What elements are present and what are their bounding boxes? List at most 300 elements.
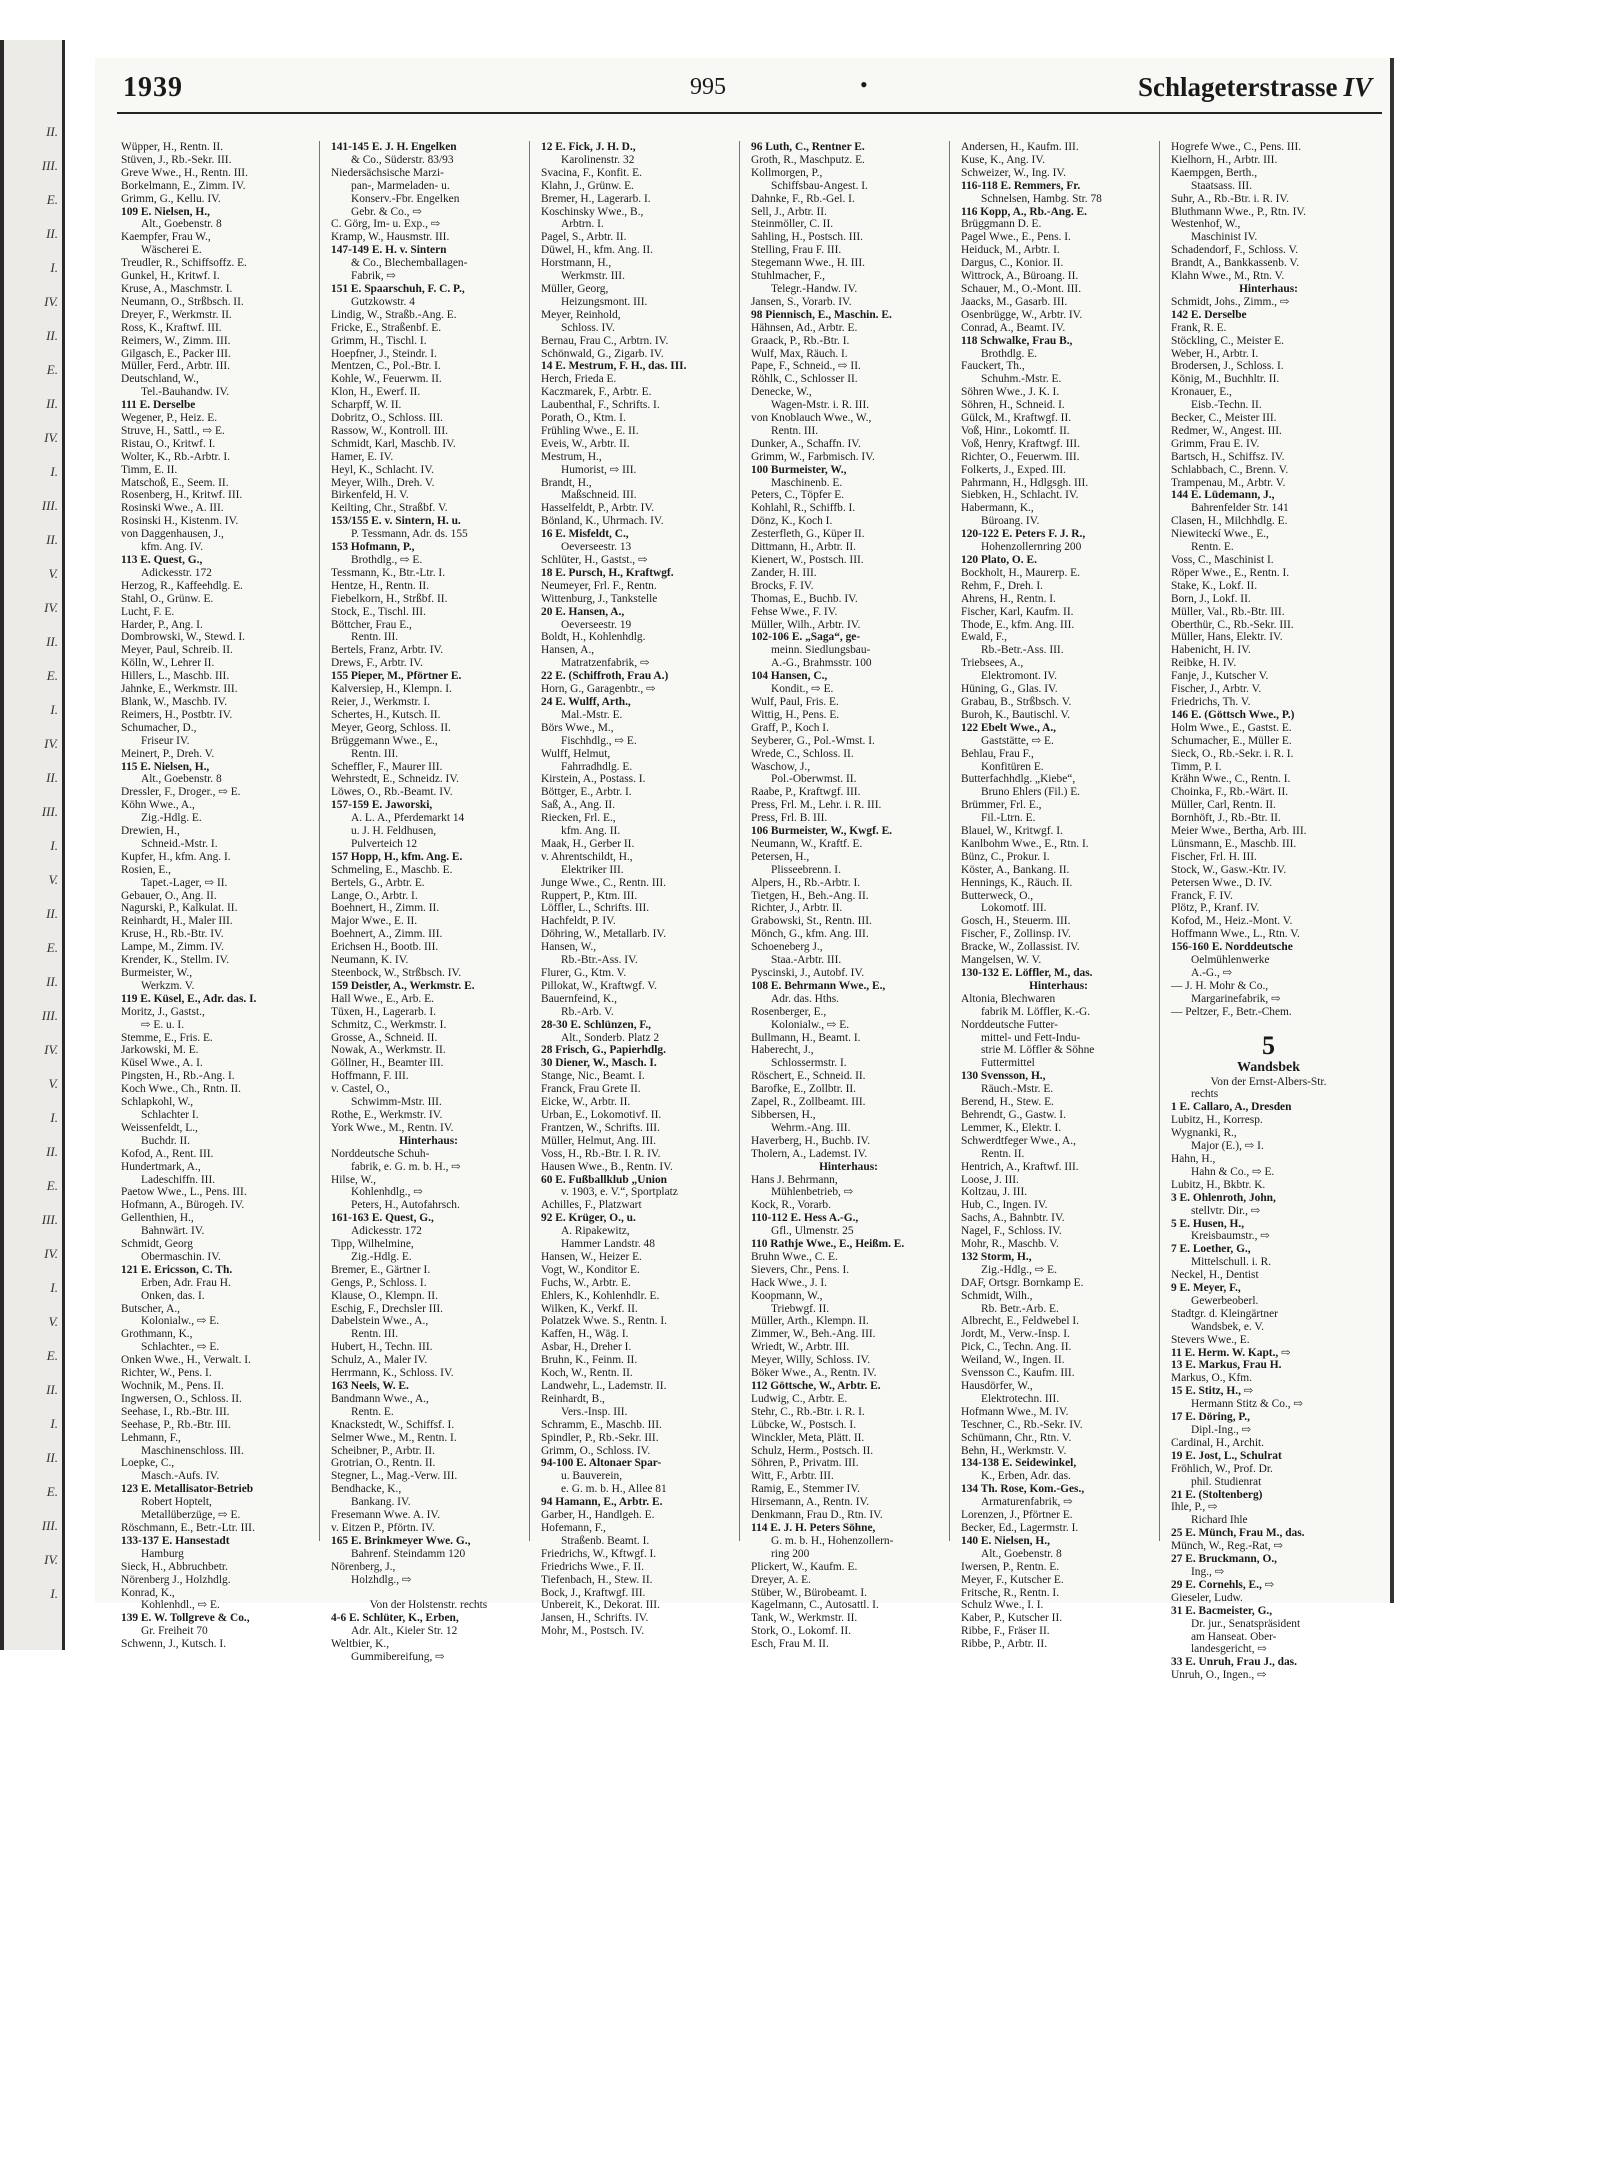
directory-entry: Behrendt, G., Gastw. I.: [961, 1108, 1066, 1121]
directory-entry: Zimmer, W., Beh.-Ang. III.: [751, 1328, 876, 1341]
directory-entry: Stüven, J., Rb.-Sekr. III.: [121, 153, 232, 166]
directory-entry: Weber, H., Arbtr. I.: [1171, 347, 1259, 360]
directory-entry: Rentn. III.: [351, 1328, 399, 1341]
directory-entry: Voss, H., Rb.-Btr. I. R. IV.: [541, 1147, 661, 1160]
directory-entry: 109 E. Nielsen, H.,: [121, 205, 210, 218]
directory-entry: 22 E. (Schiffroth, Frau A.): [541, 670, 669, 683]
directory-entry: Pagel, S., Arbtr. II.: [541, 231, 627, 244]
directory-entry: Thomas, E., Buchb. IV.: [751, 592, 858, 605]
directory-entry: 120-122 E. Peters F. J. R.,: [961, 528, 1086, 541]
directory-entry: Löwes, O., Rb.-Beamt. IV.: [331, 786, 453, 799]
directory-entry: Kalversiep, H., Klempn. I.: [331, 683, 452, 696]
directory-entry: Garber, H., Handlgeh. E.: [541, 1509, 655, 1522]
district-number: IV: [1343, 72, 1372, 102]
directory-entry: 113 E. Quest, G.,: [121, 554, 203, 566]
directory-entry: A.-G., Brahmsstr. 100: [771, 657, 872, 670]
directory-entry: Zig.-Hdlg., ⇨ E.: [981, 1263, 1057, 1276]
directory-entry: Grabau, B., Strßbsch. V.: [961, 695, 1072, 708]
directory-entry: Holzhdlg., ⇨: [351, 1573, 412, 1586]
fragment-text: IV.: [44, 430, 58, 445]
directory-entry: Hofmann Wwe., M. IV.: [961, 1405, 1069, 1418]
directory-entry: Lucht, F. E.: [121, 605, 175, 618]
directory-entry: Müller, Wilh., Arbtr. IV.: [751, 618, 861, 631]
fragment-text: II.: [46, 1450, 58, 1465]
directory-entry: Fritsche, R., Rentn. I.: [961, 1586, 1060, 1599]
directory-entry: 31 E. Bacmeister, G.,: [1171, 1604, 1273, 1617]
directory-entry: Müller, Hans, Elektr. IV.: [1171, 631, 1283, 644]
directory-entry: Raabe, P., Kraftwgf. III.: [751, 786, 861, 799]
directory-entry: Onken, das. I.: [141, 1289, 205, 1302]
directory-entry: 28-30 E. Schlünzen, F.,: [541, 1018, 652, 1031]
directory-entry: Hubert, H., Techn. III.: [331, 1341, 433, 1354]
fragment-text: E.: [46, 940, 58, 955]
directory-entry: Lorenzen, J., Pförtner E.: [961, 1509, 1073, 1522]
directory-entry: Richter, W., Pens. I.: [121, 1367, 212, 1380]
directory-entry: 146 E. (Göttsch Wwe., P.): [1171, 708, 1295, 721]
directory-entry: Hahn, H.,: [1171, 1152, 1216, 1165]
directory-entry: G. m. b. H., Hohenzollern-: [771, 1534, 894, 1547]
directory-entry: Lokomotf. III.: [981, 902, 1047, 915]
directory-entry: Meyer, Paul, Schreib. II.: [121, 644, 233, 657]
fragment-text: III.: [41, 498, 58, 513]
directory-entry: 120 Plato, O. E.: [961, 554, 1037, 566]
fragment-text: II.: [46, 974, 58, 989]
directory-entry: Neumann, W., Kraftf. E.: [751, 837, 863, 850]
directory-entry: Neumeyer, Frl. F., Rentn.: [541, 579, 657, 592]
directory-entry: Rosenberger, E.,: [751, 1005, 827, 1018]
directory-entry: Schlachter., ⇨ E.: [141, 1341, 220, 1354]
directory-entry: Lemmer, K., Elektr. I.: [961, 1121, 1062, 1134]
directory-entry: Richard Ihle: [1191, 1514, 1248, 1527]
directory-entry: Klause, O., Klempn. II.: [331, 1289, 438, 1302]
directory-entry: Schwerdtfeger Wwe., A.,: [961, 1134, 1076, 1147]
directory-entry: 94 Hamann, E., Arbtr. E.: [541, 1496, 663, 1509]
directory-entry: Kreisbaumstr., ⇨: [1191, 1230, 1270, 1243]
directory-entry: Köster, A., Bankang. II.: [961, 863, 1070, 876]
directory-entry: Blank, W., Maschb. IV.: [121, 695, 228, 708]
fragment-text: E.: [46, 1348, 58, 1363]
directory-entry: Kohlahl, R., Schiffb. I.: [751, 502, 856, 515]
directory-entry: 9 E. Meyer, F.,: [1171, 1282, 1241, 1295]
directory-entry: Tiefenbach, H., Stew. II.: [541, 1573, 653, 1586]
directory-entry: Küsel Wwe., A. I.: [121, 1057, 203, 1070]
directory-entry: Folkerts, J., Exped. III.: [961, 463, 1067, 476]
directory-entry: Rosinski H., Kistenm. IV.: [121, 515, 239, 528]
directory-entry: Mühlenbetrieb, ⇨: [771, 1186, 854, 1199]
directory-entry: Jansen, S., Vorarb. IV.: [751, 295, 852, 308]
directory-entry: Hillers, L., Maschb. III.: [121, 670, 230, 683]
directory-entry: & Co., Blechemballagen-: [351, 257, 468, 270]
directory-entry: Stahl, O., Grünw. E.: [121, 592, 214, 605]
directory-entry: Kaempfer, Frau W.,: [121, 231, 211, 244]
directory-entry: Moritz, J., Gastst.,: [121, 1005, 205, 1018]
directory-column-2: [327, 141, 530, 1664]
directory-entry: Müller, Georg,: [541, 282, 609, 295]
directory-entry: Fischer, Frl. H. III.: [1171, 850, 1257, 863]
directory-entry: Hansen, A.,: [541, 644, 595, 657]
directory-entry: 13 E. Markus, Frau H.: [1171, 1359, 1282, 1372]
directory-entry: v. Ahrentschildt, H.,: [541, 850, 633, 863]
directory-entry: Dahnke, F., Rb.-Gel. I.: [751, 192, 855, 205]
directory-entry: 114 E. J. H. Peters Söhne,: [751, 1521, 876, 1534]
fragment-text: I.: [50, 1416, 58, 1431]
directory-entry: Böttger, E., Arbtr. I.: [541, 786, 632, 799]
fragment-text: II.: [46, 1144, 58, 1159]
directory-entry: Hogrefe Wwe., C., Pens. III.: [1171, 141, 1302, 153]
directory-column-4: [747, 141, 950, 1651]
directory-entry: Maschinenschloss. III.: [141, 1444, 244, 1457]
directory-entry: Adickesstr. 172: [141, 566, 212, 579]
directory-entry: 19 E. Jost, L., Schulrat: [1171, 1449, 1282, 1462]
fragment-text: I.: [50, 464, 58, 479]
directory-entry: Dittmann, H., Arbtr. II.: [751, 541, 857, 554]
directory-entry: Neumann, K. IV.: [331, 954, 409, 967]
directory-entry: Herzog, R., Kaffeehdlg. E.: [121, 579, 243, 592]
directory-entry: Kruse, H., Rb.-Btr. IV.: [121, 928, 224, 941]
directory-entry: Schertes, H., Kutsch. II.: [331, 708, 441, 721]
directory-entry: Mittelschull. i. R.: [1191, 1256, 1272, 1269]
directory-entry: Laubenthal, F., Schrifts. I.: [541, 399, 660, 412]
directory-entry: 4-6 E. Schlüter, K., Erben,: [331, 1612, 459, 1625]
fragment-text: II.: [46, 906, 58, 921]
directory-entry: Bauernfeind, K.,: [541, 992, 617, 1005]
directory-entry: 153 Hofmann, P.,: [331, 541, 415, 554]
directory-entry: Zesterfleth, G., Küper II.: [751, 528, 865, 541]
directory-entry: Wegener, P., Heiz. E.: [121, 412, 218, 425]
directory-entry: Voß, Henry, Kraftwgf. III.: [961, 437, 1080, 450]
directory-entry: Sieck, H., Abbruchbetr.: [121, 1560, 228, 1573]
directory-entry: 112 Göttsche, W., Arbtr. E.: [751, 1380, 881, 1392]
directory-entry: Hähnsen, Ad., Arbtr. E.: [751, 321, 858, 334]
directory-entry: Triebsees, A.,: [961, 657, 1024, 670]
directory-entry: Brümmer, Frl. E.,: [961, 799, 1042, 812]
directory-entry: Bremer, H., Lagerarb. I.: [541, 192, 651, 205]
fragment-text: E.: [46, 192, 58, 207]
directory-entry: Rosien, E.,: [121, 863, 171, 876]
directory-entry: Tüxen, H., Lagerarb. I.: [331, 1005, 437, 1018]
fragment-text: V.: [48, 1076, 58, 1091]
directory-entry: Rentn. III.: [771, 424, 819, 437]
directory-entry: Brüggmann D. E.: [961, 218, 1042, 231]
directory-entry: Hammer Landstr. 48: [561, 1238, 655, 1251]
directory-entry: Sell, J., Arbtr. II.: [751, 205, 827, 218]
directory-entry: Schnelsen, Hambg. Str. 78: [981, 192, 1102, 205]
directory-entry: Alt., Goebenstr. 8: [981, 1547, 1062, 1560]
directory-entry: Schulz, A., Maler IV.: [331, 1354, 428, 1367]
directory-entry: Hofemann, F.,: [541, 1521, 606, 1534]
directory-entry: Alpers, H., Rb.-Arbtr. I.: [751, 876, 861, 889]
directory-entry: Müller, Helmut, Ang. III.: [541, 1134, 657, 1147]
fragment-text: E.: [46, 362, 58, 377]
directory-entry: Hohenzollernring 200: [981, 541, 1082, 554]
directory-entry: Selmer Wwe., M., Rentn. I.: [331, 1431, 457, 1444]
directory-entry: Meinert, P., Dreh. V.: [121, 747, 215, 760]
directory-entry: Margarinefabrik, ⇨: [1191, 992, 1281, 1005]
directory-entry: 141-145 E. J. H. Engelken: [331, 141, 457, 153]
directory-entry: Kielhorn, H., Arbtr. III.: [1171, 153, 1278, 166]
directory-entry: Hamer, E. IV.: [331, 450, 394, 463]
directory-entry: Fischhdlg., ⇨ E.: [561, 734, 637, 747]
directory-entry: Boehnert, A., Zimm. III.: [331, 928, 443, 941]
directory-entry: Mangelsen, W. V.: [961, 954, 1042, 967]
directory-entry: Schlüter, H., Gastst., ⇨: [541, 554, 648, 566]
directory-entry: Schönwald, G., Zigarb. IV.: [541, 347, 664, 360]
directory-entry: Kaempgen, Berth.,: [1171, 166, 1258, 179]
directory-entry: Hamburg: [141, 1547, 184, 1560]
directory-entry: Dabelstein Wwe., A.,: [331, 1315, 429, 1328]
directory-entry: Jaacks, M., Gasarb. III.: [961, 295, 1068, 308]
directory-entry: 96 Luth, C., Rentner E.: [751, 141, 865, 153]
directory-entry: Kaczmarek, F., Arbtr. E.: [541, 386, 652, 399]
directory-entry: Voß, Hinr., Lokomtf. II.: [961, 424, 1070, 437]
directory-entry: Plisseebrenn. I.: [771, 863, 841, 876]
directory-entry: Kohlenhdl., ⇨ E.: [141, 1599, 220, 1612]
directory-entry: Von der Ernst-Albers-Str.: [1210, 1075, 1327, 1088]
header-page-number: 995: [690, 74, 726, 100]
directory-entry: Jarkowski, M. E.: [121, 1044, 199, 1057]
directory-entry: Choinka, F., Rb.-Wärt. II.: [1171, 786, 1289, 799]
directory-entry: Unbereit, K., Dekorat. III.: [541, 1599, 660, 1612]
directory-entry: Niedersächsische Marzi-: [331, 166, 444, 179]
directory-entry: Brandt, H.,: [541, 476, 592, 489]
directory-entry: Grimm, G., Kellu. IV.: [121, 192, 221, 205]
fragment-text: III.: [41, 1008, 58, 1023]
directory-entry: Kolonialw., ⇨ E.: [141, 1315, 220, 1328]
directory-entry: Bahnwärt. IV.: [141, 1225, 205, 1238]
directory-entry: 111 E. Derselbe: [121, 399, 196, 412]
directory-entry: Schlachter I.: [141, 1108, 199, 1121]
directory-entry: Maßschneid. III.: [561, 489, 637, 502]
directory-entry: Stadtgr. d. Kleingärtner: [1171, 1307, 1278, 1320]
directory-entry: Hoffmann, F. III.: [331, 1070, 409, 1083]
directory-entry: 132 Storm, H.,: [961, 1250, 1032, 1263]
directory-entry: Hermann Stitz & Co., ⇨: [1191, 1398, 1304, 1411]
directory-entry: Reimers, H., Postbtr. IV.: [121, 708, 233, 721]
directory-entry: Scheffler, F., Maurer III.: [331, 760, 443, 773]
directory-entry: Pulverteich 12: [351, 837, 418, 850]
directory-entry: kfm. Ang. II.: [561, 825, 621, 838]
directory-page: [95, 58, 1394, 1682]
directory-entry: Lubitz, H., Korresp.: [1171, 1114, 1263, 1127]
directory-entry: Schmidt, Wilh.,: [961, 1289, 1033, 1302]
directory-entry: Meyer, F., Kutscher E.: [961, 1573, 1064, 1586]
directory-entry: Kupfer, H., kfm. Ang. I.: [121, 850, 231, 863]
directory-entry: Brüggemann Wwe., E.,: [331, 734, 438, 747]
directory-entry: Brandt, A., Bankkassenb. V.: [1171, 257, 1300, 270]
directory-entry: Wilken, K., Verkf. II.: [541, 1302, 638, 1315]
directory-entry: Brothdlg., ⇨ E.: [351, 554, 423, 566]
directory-entry: Tank, W., Werkmstr. II.: [751, 1612, 858, 1625]
directory-entry: Kuse, K., Ang. IV.: [961, 153, 1045, 166]
directory-entry: Tessmann, K., Btr.-Ltr. I.: [331, 566, 446, 579]
directory-entry: Nörenberg J., Holzhdlg.: [121, 1573, 231, 1586]
directory-entry: Bünz, C., Prokur. I.: [961, 850, 1050, 863]
directory-entry: Obermaschin. IV.: [141, 1250, 221, 1263]
directory-entry: Pick, C., Techn. Ang. II.: [961, 1341, 1072, 1354]
directory-entry: Räuch.-Mstr. E.: [981, 1083, 1054, 1096]
directory-entry: 14 E. Mestrum, F. H., das. III.: [541, 360, 687, 373]
directory-entry: Fahrradhdlg. E.: [561, 760, 633, 773]
directory-entry: Dunker, A., Schaffn. IV.: [751, 437, 861, 450]
directory-entry: 7 E. Loether, G.,: [1171, 1243, 1251, 1256]
directory-entry: [1167, 1019, 1370, 1032]
directory-entry: Schlabbach, C., Brenn. V.: [1171, 463, 1289, 476]
fragment-text: II.: [46, 328, 58, 343]
directory-entry: Fuchs, W., Arbtr. E.: [541, 1276, 631, 1289]
directory-entry: Tholern, A., Lademst. IV.: [751, 1147, 868, 1160]
directory-entry: Masch.-Aufs. IV.: [141, 1470, 220, 1483]
directory-entry: Barofke, E., Zollbtr. II.: [751, 1083, 857, 1096]
directory-entry: Struve, H., Sattl., ⇨ E.: [121, 424, 225, 437]
directory-entry: Pillokat, W., Kraftwgf. V.: [541, 979, 658, 992]
directory-entry: Landwehr, L., Lademstr. II.: [541, 1380, 667, 1392]
directory-entry: Stuhlmacher, F.,: [751, 270, 825, 283]
directory-entry: Ing., ⇨: [1191, 1565, 1225, 1578]
directory-entry: Schulz, Herm., Postsch. II.: [751, 1444, 874, 1457]
directory-entry: 159 Deistler, A., Werkmstr. E.: [331, 979, 475, 992]
directory-entry: — J. H. Mohr & Co.,: [1171, 979, 1269, 992]
directory-entry: 123 E. Metallisator-Betrieb: [121, 1483, 254, 1496]
directory-entry: Westenhof, W.,: [1171, 218, 1241, 231]
directory-entry: 157 Hopp, H., kfm. Ang. E.: [331, 850, 463, 863]
page-edge: [0, 40, 4, 1650]
directory-entry: Elektrotechn. III.: [981, 1392, 1060, 1405]
directory-entry: Horstmann, H.,: [541, 257, 612, 270]
directory-entry: Müller, Ferd., Arbtr. III.: [121, 360, 230, 373]
directory-entry: Mohr, R., Maschb. V.: [961, 1238, 1059, 1251]
directory-entry: Press, Frl. M., Lehr. i. R. III.: [751, 799, 882, 812]
directory-entry: 29 E. Cornehls, E., ⇨: [1171, 1578, 1275, 1591]
directory-entry: Rentn. III.: [351, 747, 399, 760]
directory-entry: Fröhlich, W., Prof. Dr.: [1171, 1462, 1273, 1475]
directory-entry: [327, 1587, 530, 1600]
directory-entry: Triebwgf. II.: [771, 1302, 830, 1315]
directory-entry: Vers.-Insp. III.: [561, 1405, 628, 1418]
directory-entry: 151 E. Spaarschuh, F. C. P.,: [331, 282, 465, 295]
directory-entry: Stemme, E., Fris. E.: [121, 1031, 213, 1044]
directory-entry: 161-163 E. Quest, G.,: [331, 1212, 434, 1225]
directory-entry: 11 E. Herm. W. Kapt., ⇨: [1171, 1346, 1291, 1359]
directory-entry: Weissenfeldt, L.,: [121, 1121, 198, 1134]
directory-entry: Albrecht, E., Feldwebel I.: [961, 1315, 1079, 1328]
directory-entry: Franck, Frau Grete II.: [541, 1083, 641, 1096]
directory-entry: Döhring, W., Metallarb. IV.: [541, 928, 667, 941]
directory-entry: Greve Wwe., H., Rentn. III.: [121, 166, 248, 179]
directory-entry: Achilles, F., Platzwart: [541, 1199, 642, 1212]
directory-entry: Hachfeldt, P. IV.: [541, 915, 616, 928]
directory-entry: pan-, Marmeladen- u.: [351, 179, 450, 192]
directory-entry: Bendhacke, K.,: [331, 1483, 402, 1496]
directory-entry: Heyl, K., Schlacht. IV.: [331, 463, 434, 476]
directory-entry: Koschinsky Wwe., B.,: [541, 205, 644, 218]
directory-entry: 5: [1262, 1030, 1275, 1060]
directory-entry: 110 Rathje Wwe., E., Heißm. E.: [751, 1238, 905, 1251]
directory-entry: 28 Frisch, G., Papierhdlg.: [541, 1044, 666, 1057]
directory-entry: Markus, O., Kfm.: [1171, 1372, 1252, 1385]
directory-entry: Rb.-Arb. V.: [561, 1005, 614, 1018]
directory-entry: Pahrmann, H., Hdlgsgh. III.: [961, 476, 1089, 489]
directory-entry: 16 E. Misfeldt, C.,: [541, 528, 629, 541]
directory-entry: Friedrichs, Th. V.: [1171, 695, 1251, 708]
directory-entry: Grothmann, K.,: [121, 1328, 193, 1341]
directory-entry: Schloss. IV.: [561, 321, 615, 334]
directory-entry: Brocks, F. IV.: [751, 579, 814, 592]
directory-entry: Gunkel, H., Kritwf. I.: [121, 270, 220, 283]
directory-entry: Hinterhaus:: [399, 1134, 458, 1147]
directory-entry: Gfl., Ulmenstr. 25: [771, 1225, 854, 1238]
directory-entry: Böttcher, Frau E.,: [331, 618, 412, 631]
directory-entry: Zig.-Hdlg. E.: [351, 1250, 412, 1263]
directory-entry: 12 E. Fick, J. H. D.,: [541, 141, 636, 153]
directory-entry: Hub, C., Ingen. IV.: [961, 1199, 1048, 1212]
directory-entry: Ross, K., Kraftwf. III.: [121, 321, 222, 334]
directory-entry: Rentn. E.: [1191, 541, 1234, 554]
directory-entry: Hahn & Co., ⇨ E.: [1191, 1165, 1275, 1178]
directory-entry: Meyer, Willy, Schloss. IV.: [751, 1354, 871, 1367]
directory-entry: Waschow, J.,: [751, 760, 811, 773]
directory-entry: Schiffsbau-Angest. I.: [771, 179, 868, 192]
directory-entry: 25 E. Münch, Frau M., das.: [1171, 1527, 1305, 1540]
directory-entry: Zig.-Hdlg. E.: [141, 812, 202, 825]
directory-entry: Fil.-Ltrn. E.: [981, 812, 1036, 825]
directory-entry: rechts: [1191, 1088, 1219, 1101]
directory-entry: Müller, Val., Rb.-Btr. III.: [1171, 605, 1285, 618]
directory-entry: Konrad, K.,: [121, 1586, 175, 1599]
directory-entry: Tapet.-Lager, ⇨ II.: [141, 876, 228, 889]
directory-entry: Ewald, F.,: [961, 631, 1007, 644]
directory-entry: 60 E. Fußballklub „Union: [541, 1173, 667, 1186]
directory-entry: Onken Wwe., H., Verwalt. I.: [121, 1354, 251, 1367]
directory-entry: Müller, Arth., Klempn. II.: [751, 1315, 869, 1328]
directory-entry: Denkmann, Frau D., Rtn. IV.: [751, 1509, 883, 1522]
directory-entry: Grotrian, O., Rentn. II.: [331, 1457, 436, 1470]
directory-entry: Lubitz, H., Bkbtr. K.: [1171, 1178, 1266, 1191]
fragment-text: IV.: [44, 294, 58, 309]
directory-entry: Stelling, Frau F. III.: [751, 244, 842, 257]
directory-entry: Scharpff, W. II.: [331, 399, 402, 412]
fragment-text: IV.: [44, 736, 58, 751]
directory-entry: Hansen, W.,: [541, 941, 597, 954]
directory-entry: Röper Wwe., E., Rentn. I.: [1171, 566, 1290, 579]
directory-entry: Plötz, P., Kranf. IV.: [1171, 902, 1260, 915]
directory-entry: v. Castel, O.,: [331, 1083, 390, 1096]
directory-entry: Hennings, K., Räuch. II.: [961, 876, 1073, 889]
directory-entry: Jansen, H., Schrifts. IV.: [541, 1612, 649, 1625]
directory-entry: Hausen Wwe., B., Rentn. IV.: [541, 1160, 673, 1173]
directory-entry: Graack, P., Rb.-Btr. I.: [751, 334, 850, 347]
directory-entry: Wüpper, H., Rentn. II.: [121, 141, 224, 153]
directory-entry: Gr. Freiheit 70: [141, 1625, 208, 1638]
directory-entry: Mönch, G., kfm. Ang. III.: [751, 928, 869, 941]
directory-entry: Rb.-Betr.-Ass. III.: [981, 644, 1064, 657]
directory-entry: Borkelmann, E., Zimm. IV.: [121, 179, 246, 192]
directory-entry: Bockholt, H., Maurerp. E.: [961, 566, 1080, 579]
directory-entry: Norddeutsche Schuh-: [331, 1147, 430, 1160]
directory-entry: Mentzen, C., Pol.-Btr. I.: [331, 360, 441, 373]
directory-entry: 116-118 E. Remmers, Fr.: [961, 179, 1081, 192]
directory-entry: Bahrenf. Steindamm 120: [351, 1547, 466, 1560]
directory-entry: Werkzm. V.: [141, 979, 195, 992]
directory-entry: Saß, A., Ang. II.: [541, 799, 616, 812]
directory-entry: Rb.-Btr.-Ass. IV.: [561, 954, 638, 967]
directory-entry: Kienert, W., Postsch. III.: [751, 554, 864, 566]
directory-entry: Schmeling, E., Maschb. E.: [331, 863, 453, 876]
directory-entry: Schmidt, Johs., Zimm., ⇨: [1171, 295, 1290, 308]
directory-entry: Grimm, Frau E. IV.: [1171, 437, 1260, 450]
directory-entry: Kohlenhdlg., ⇨: [351, 1186, 423, 1199]
fragment-text: II.: [46, 124, 58, 139]
directory-entry: Neckel, H., Dentist: [1171, 1269, 1259, 1282]
